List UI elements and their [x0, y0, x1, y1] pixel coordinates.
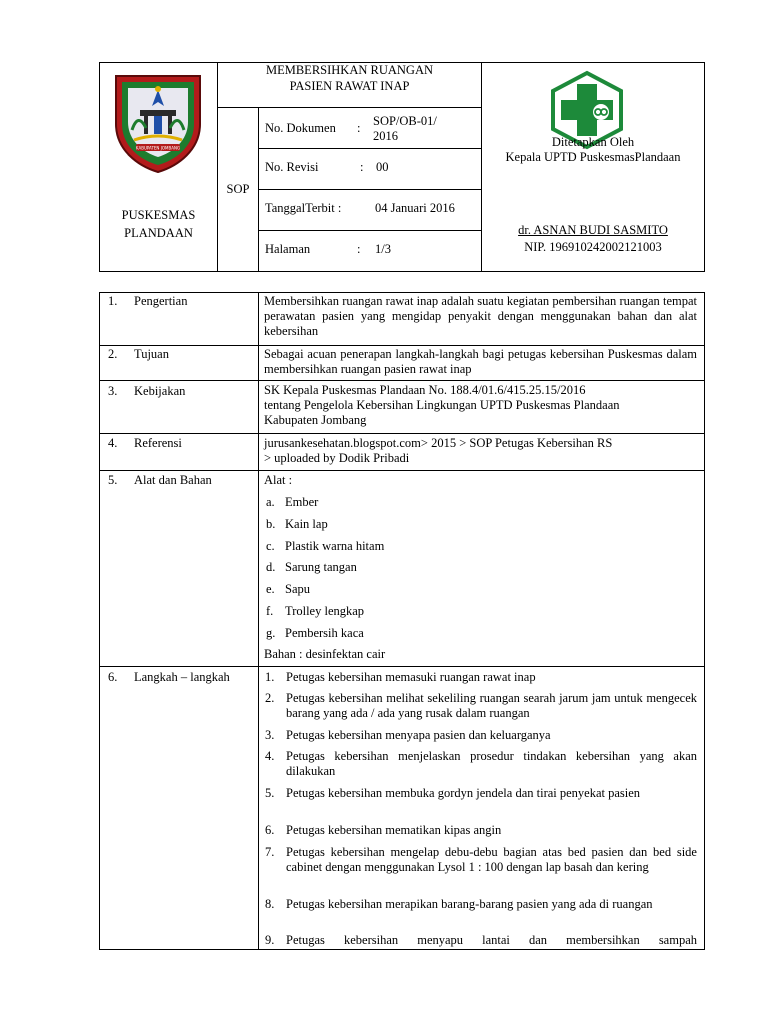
signatory-name: dr. ASNAN BUDI SASMITO [518, 223, 668, 237]
reference-line2: > uploaded by Dodik Pribadi [264, 451, 410, 465]
list-item-letter: g. [266, 626, 276, 640]
issue-date-label: TanggalTerbit : [265, 201, 342, 215]
step-number: 5. [265, 786, 275, 800]
page-sep: : [357, 242, 361, 256]
step-number: 6. [265, 823, 275, 837]
list-item: Plastik warna hitam [285, 539, 385, 553]
revision-value: 00 [376, 160, 389, 174]
sop-title-line2: PASIEN RAWAT INAP [289, 79, 410, 93]
alat-label: Alat : [264, 473, 293, 487]
reference-line1: jurusankesehatan.blogspot.com> 2015 > SOP Petugas Kebersihan RS [264, 436, 613, 450]
list-item: Ember [285, 495, 319, 509]
policy-line3: Kabupaten Jombang [264, 413, 367, 427]
list-item-letter: d. [266, 560, 276, 574]
step-number: 4. [265, 749, 275, 763]
doc-number-value-line2: 2016 [373, 129, 398, 143]
step-number: 2. [265, 691, 275, 705]
org-name-line2: PLANDAAN [124, 226, 193, 240]
step-text: Petugas kebersihan membuka gordyn jendela dan tirai penyekat pasien [286, 786, 641, 800]
page-value: 1/3 [375, 242, 391, 256]
crest-banner-text: KABUPATEN JOMBANG [135, 145, 181, 151]
page-label: Halaman [265, 242, 311, 256]
list-item-letter: e. [266, 582, 275, 596]
section-label: Langkah – langkah [134, 670, 230, 684]
section-text: Membersihkan ruangan rawat inap adalah suatu kegiatan pembersihan ruangan tempat perawatan pasien yang mengidap penyakit dengan menggunakan bahan dan alat kebersihan [264, 294, 697, 338]
step-text: Petugas kebersihan merapikan barang-barang pasien yang ada di ruangan [286, 897, 653, 911]
doc-number-label: No. Dokumen [265, 121, 336, 135]
list-item: Trolley lengkap [285, 604, 365, 618]
step-text: Petugas kebersihan mengelap debu-debu bagian atas bed pasien dan bed side cabinet dengan menggunakan Lysol 1 : 100 dengan lap basah dan kering [286, 845, 697, 874]
policy-line1: SK Kepala Puskesmas Plandaan No. 188.4/01.6/415.25.15/2016 [264, 383, 586, 397]
org-name-line1: PUSKESMAS [121, 208, 196, 222]
step-text: Petugas kebersihan mematikan kipas angin [286, 823, 502, 837]
doc-number-sep: : [357, 121, 361, 135]
list-item-letter: a. [266, 495, 275, 509]
section-number: 3. [108, 384, 118, 398]
step-number: 8. [265, 897, 275, 911]
sop-title-line1: MEMBERSIHKAN RUANGAN [265, 63, 434, 77]
step-text: Petugas kebersihan menjelaskan prosedur tindakan kebersihan yang akan dilakukan [286, 749, 697, 778]
approval-line2: Kepala UPTD PuskesmasPlandaan [505, 150, 681, 164]
section-number: 2. [108, 347, 118, 361]
policy-line2: tentang Pengelola Kebersihan Lingkungan UPTD Puskesmas Plandaan [264, 398, 620, 412]
doc-number-value-line1: SOP/OB-01/ [373, 114, 437, 128]
section-label: Tujuan [134, 347, 169, 361]
step-text: Petugas kebersihan menyapa pasien dan keluarganya [286, 728, 551, 742]
list-item-letter: b. [266, 517, 276, 531]
regency-crest-logo [112, 72, 204, 174]
list-item: Sapu [285, 582, 310, 596]
signatory-nip: NIP. 196910242002121003 [524, 240, 662, 254]
section-label: Pengertian [134, 294, 188, 308]
revision-label: No. Revisi [265, 160, 319, 174]
step-text: Petugas kebersihan menyapu lantai dan membersihkan sampah [286, 933, 697, 947]
approval-line1: Ditetapkan Oleh [551, 135, 635, 149]
list-item: Pembersih kaca [285, 626, 364, 640]
step-number: 9. [265, 933, 275, 947]
revision-sep: : [360, 160, 364, 174]
section-label: Alat dan Bahan [134, 473, 212, 487]
list-item: Kain lap [285, 517, 328, 531]
section-number: 1. [108, 294, 118, 308]
list-item: Sarung tangan [285, 560, 357, 574]
section-label: Kebijakan [134, 384, 186, 398]
issue-date-value: 04 Januari 2016 [375, 201, 455, 215]
section-label: Referensi [134, 436, 182, 450]
step-text: Petugas kebersihan memasuki ruangan rawat inap [286, 670, 536, 684]
sop-label: SOP [226, 182, 250, 196]
step-number: 1. [265, 670, 275, 684]
step-number: 7. [265, 845, 275, 859]
bahan-line: Bahan : desinfektan cair [264, 647, 386, 661]
section-number: 5. [108, 473, 118, 487]
list-item-letter: f. [266, 604, 274, 618]
list-item-letter: c. [266, 539, 275, 553]
step-text: Petugas kebersihan melihat sekeliling ruangan searah jarum jam untuk mengecek barang yang ada / ada yang rusak dalam ruangan [286, 691, 697, 720]
section-number: 6. [108, 670, 118, 684]
step-number: 3. [265, 728, 275, 742]
section-number: 4. [108, 436, 118, 450]
section-text: Sebagai acuan penerapan langkah-langkah bagi petugas kebersihan Puskesmas dalam membersihkan ruangan pasien rawat inap [264, 347, 697, 376]
